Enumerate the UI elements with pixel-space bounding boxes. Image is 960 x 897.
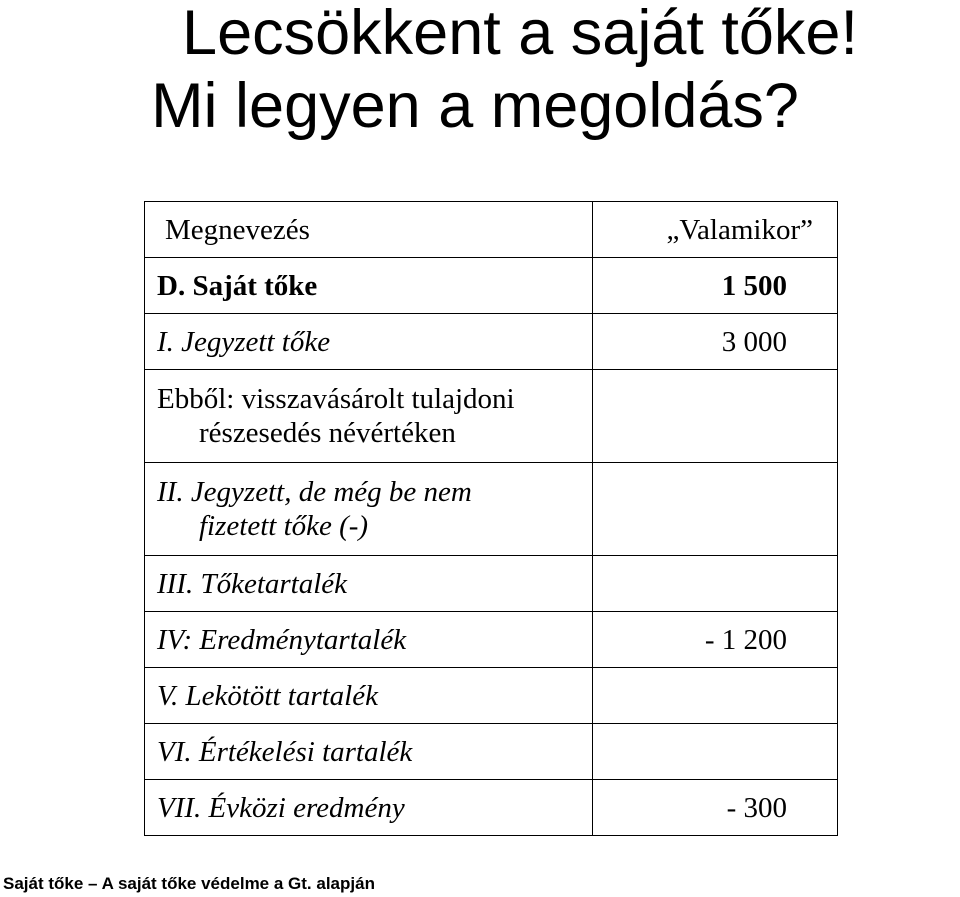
table-row (145, 556, 838, 612)
row-value (592, 463, 837, 556)
slide-title-line-1: Lecsökkent a saját tőke! (182, 0, 858, 68)
row-value (592, 668, 837, 724)
column-header-name: Megnevezés (145, 202, 593, 258)
row-value: 1 500 (592, 258, 837, 314)
slide-title-line-2: Mi legyen a megoldás? (151, 71, 799, 141)
row-label (145, 370, 593, 463)
row-label-line-2: részesedés névértéken (199, 417, 456, 449)
row-label-line-2: fizetett tőke (-) (199, 510, 369, 542)
row-label-line-1: II. Jegyzett, de még be nem (157, 476, 472, 508)
row-label: IV: Eredménytartalék (145, 612, 593, 668)
row-value: 3 000 (592, 314, 837, 370)
table-row (145, 258, 838, 314)
row-value (592, 370, 837, 463)
row-value (592, 556, 837, 612)
row-label: VI. Értékelési tartalék (145, 724, 593, 780)
row-value: - 1 200 (592, 612, 837, 668)
row-label-line-1: Ebből: visszavásárolt tulajdoni (157, 383, 515, 415)
row-label: I. Jegyzett tőke (145, 314, 593, 370)
row-label: V. Lekötött tartalék (145, 668, 593, 724)
equity-table (144, 201, 838, 836)
table-row (145, 668, 838, 724)
row-label: VII. Évközi eredmény (145, 780, 593, 836)
table-row (145, 724, 838, 780)
table-row (145, 612, 838, 668)
column-header-value: „Valamikor” (592, 202, 837, 258)
row-label (145, 463, 593, 556)
table-header-row (145, 202, 838, 258)
slide-footer: Saját tőke – A saját tőke védelme a Gt. alapján (3, 874, 375, 893)
row-value (592, 724, 837, 780)
row-label: D. Saját tőke (145, 258, 593, 314)
table-row (145, 370, 838, 463)
table-row (145, 314, 838, 370)
table-row (145, 780, 838, 836)
table-row (145, 463, 838, 556)
row-label: III. Tőketartalék (145, 556, 593, 612)
row-value: - 300 (592, 780, 837, 836)
